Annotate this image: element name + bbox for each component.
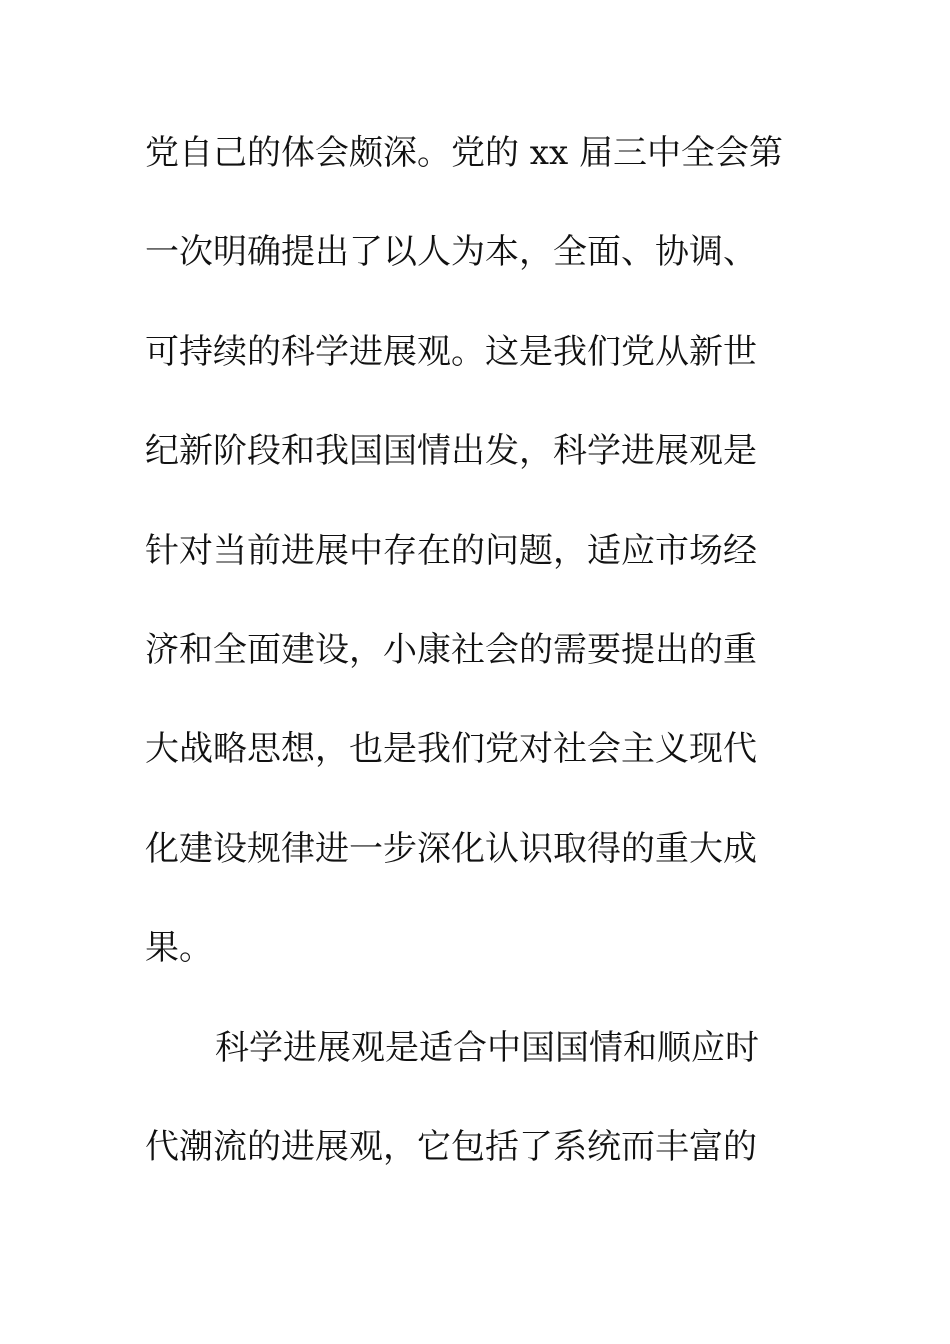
- paragraph-start-line: 科学进展观是适合中国国情和顺应时: [215, 1027, 759, 1068]
- text-line: 党自己的体会颇深。党的 xx 届三中全会第: [145, 133, 783, 173]
- text-line: 针对当前进展中存在的问题，适应市场经: [145, 530, 757, 571]
- text-line: 纪新阶段和我国国情出发，科学进展观是: [145, 431, 757, 472]
- text-line: 一次明确提出了以人为本，全面、协调、: [145, 232, 757, 273]
- body-text: [145, 128, 785, 1221]
- text-line: 可持续的科学进展观。这是我们党从新世: [145, 331, 757, 372]
- text-line: 果。: [145, 928, 213, 969]
- text-line: 化建设规律进一步深化认识取得的重大成: [145, 828, 757, 869]
- text-line: 大战略思想，也是我们党对社会主义现代: [145, 729, 757, 770]
- text-line: 济和全面建设，小康社会的需要提出的重: [145, 629, 757, 670]
- text-line: 代潮流的进展观，它包括了系统而丰富的: [145, 1126, 757, 1167]
